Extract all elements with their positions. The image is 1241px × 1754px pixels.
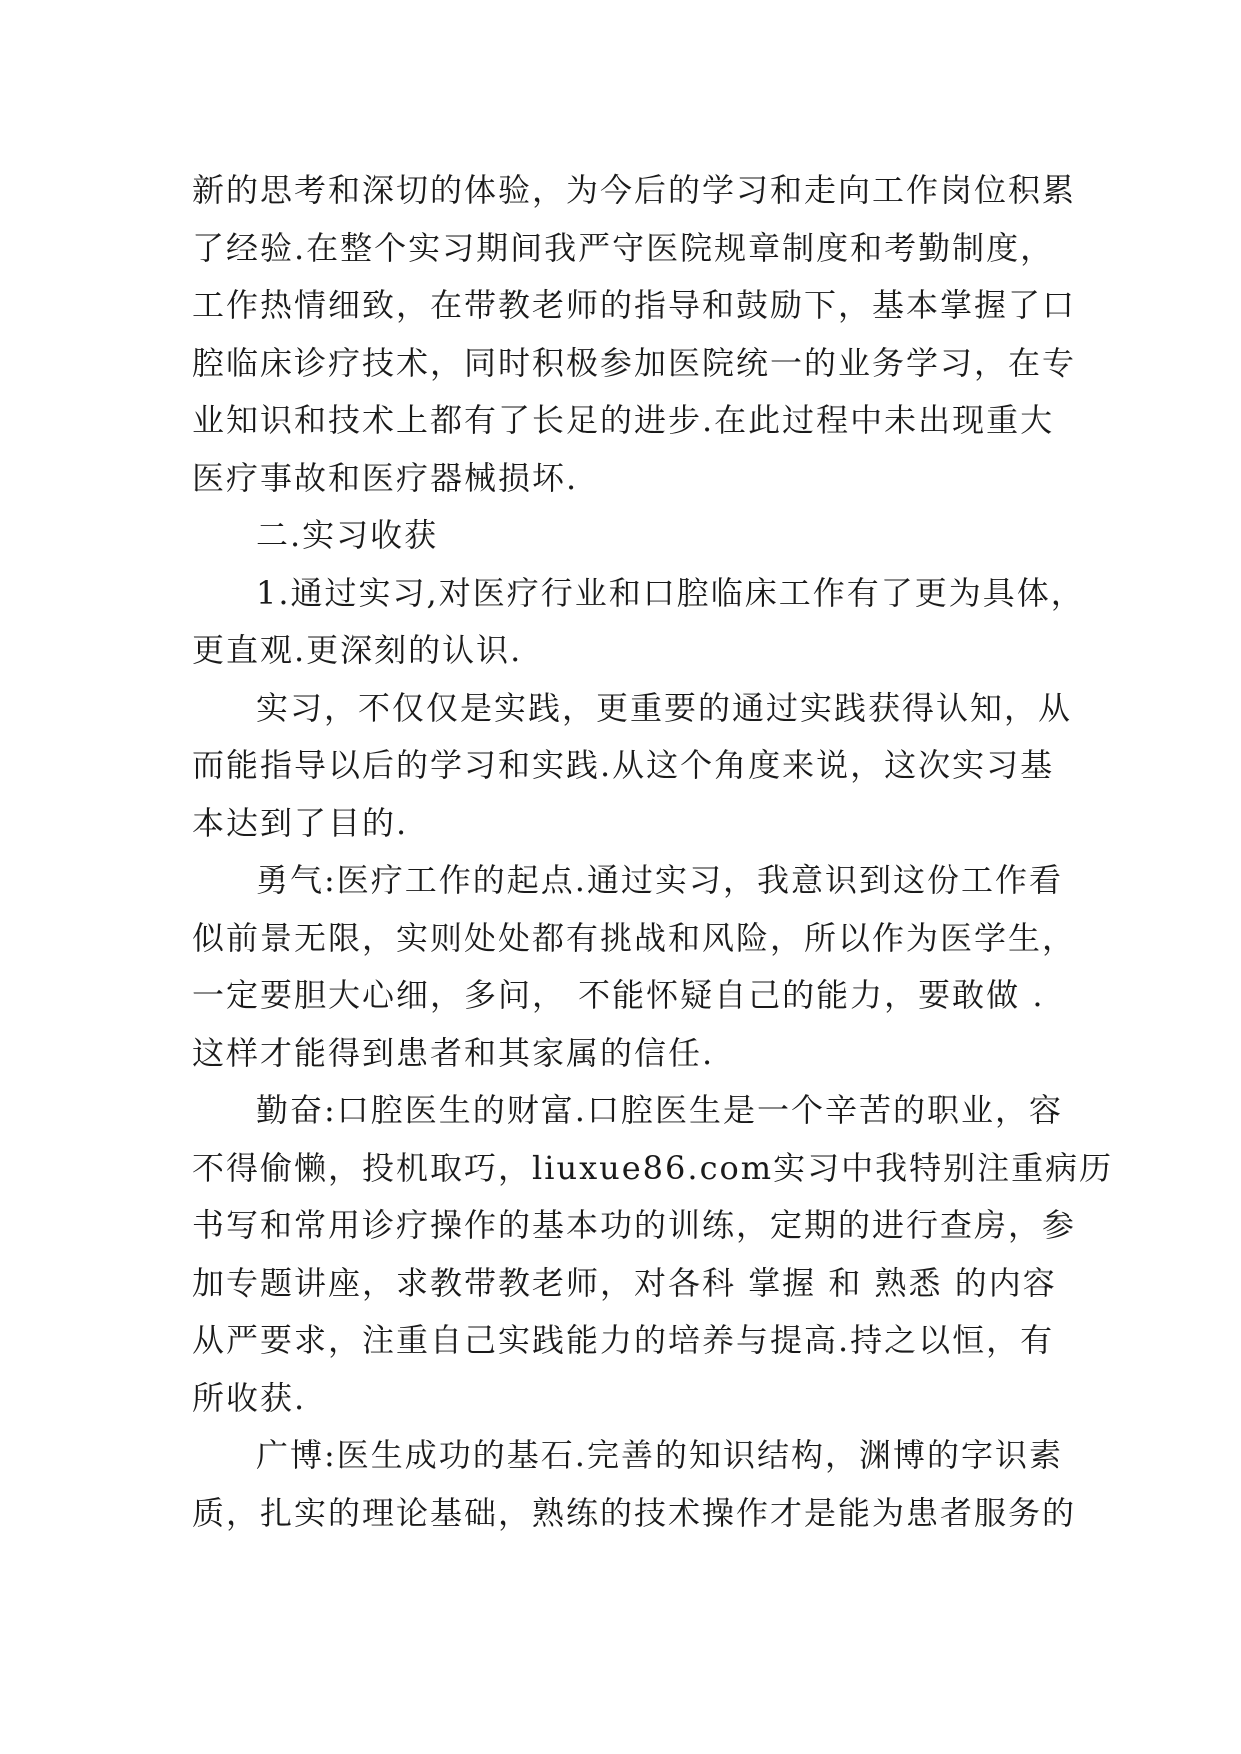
text-line: 这样才能得到患者和其家属的信任. — [192, 1033, 715, 1072]
text-line: 从严要求，注重自己实践能力的培养与提高.持之以恒，有 — [192, 1321, 1055, 1359]
body-text — [192, 162, 1114, 1542]
text-line: 不得偷懒，投机取巧，liuxue86.com实习中我特别注重病历 — [192, 1148, 1114, 1187]
text-line: 似前景无限，实则处处都有挑战和风险，所以作为医学生， — [192, 918, 1077, 957]
text-line: 书写和常用诊疗操作的基本功的训练，定期的进行查房，参 — [192, 1206, 1077, 1244]
text-line: 腔临床诊疗技术，同时积极参加医院统一的业务学习，在专 — [192, 343, 1077, 382]
text-line: 本达到了目的. — [192, 803, 409, 842]
text-line: 1.通过实习,对医疗行业和口腔临床工作有了更为具体， — [256, 573, 1085, 612]
text-line: 广博:医生成功的基石.完善的知识结构，渊博的字识素 — [256, 1436, 1063, 1474]
text-line: 二.实习收获 — [256, 516, 439, 554]
text-line: 新的思考和深切的体验，为今后的学习和走向工作岗位积累 — [192, 171, 1077, 209]
text-line: 所收获. — [192, 1378, 307, 1417]
text-line: 加专题讲座，求教带教老师，对各科 掌握 和 熟悉 的内容 — [192, 1263, 1057, 1302]
text-line: 业知识和技术上都有了长足的进步.在此过程中未出现重大 — [192, 401, 1055, 439]
text-line: 医疗事故和医疗器械损坏. — [192, 458, 579, 497]
text-line: 工作热情细致，在带教老师的指导和鼓励下，基本掌握了口 — [192, 286, 1077, 324]
text-line: 了经验.在整个实习期间我严守医院规章制度和考勤制度， — [192, 228, 1055, 267]
text-line: 更直观.更深刻的认识. — [192, 631, 523, 669]
text-line: 勤奋:口腔医生的财富.口腔医生是一个辛苦的职业，容 — [256, 1091, 1063, 1129]
text-line: 而能指导以后的学习和实践.从这个角度来说，这次实习基 — [192, 746, 1055, 784]
text-line: 实习，不仅仅是实践，更重要的通过实践获得认知，从 — [256, 688, 1073, 727]
text-line: 一定要胆大心细，多问， 不能怀疑自己的能力，要敢做 . — [192, 976, 1045, 1014]
text-line: 质，扎实的理论基础，熟练的技术操作才是能为患者服务的 — [192, 1493, 1077, 1532]
text-line: 勇气:医疗工作的起点.通过实习，我意识到这份工作看 — [256, 861, 1063, 899]
